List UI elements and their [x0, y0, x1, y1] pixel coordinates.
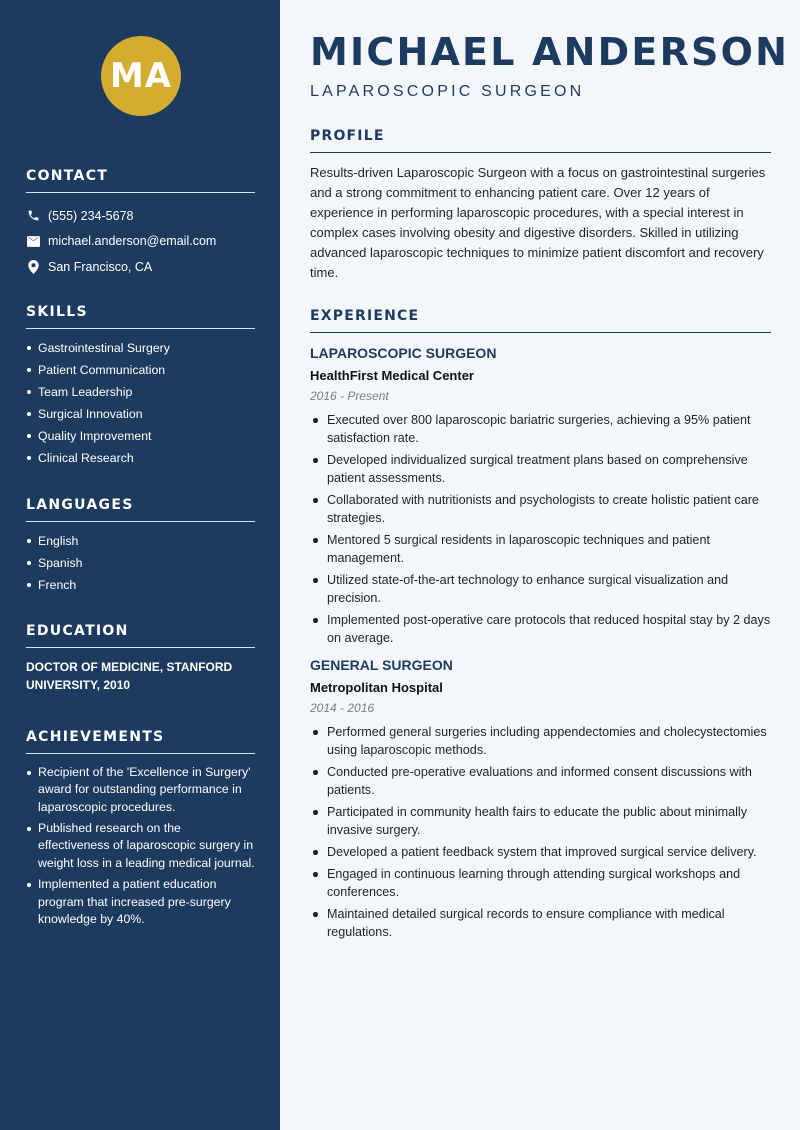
- achievements-heading: ACHIEVEMENTS: [26, 729, 255, 754]
- achievement-item: Published research on the effectiveness of laparoscopic surgery in weight loss in a leading medical journal.: [26, 820, 255, 872]
- phone-text: (555) 234-5678: [48, 208, 134, 223]
- language-item: English: [26, 530, 255, 552]
- achievements-list: [26, 764, 255, 928]
- job-bullet: Developed a patient feedback system that improved surgical service delivery.: [310, 843, 771, 861]
- education-section: [26, 623, 255, 694]
- job-title: LAPAROSCOPIC SURGEON: [310, 345, 497, 361]
- profile-section: [310, 128, 771, 283]
- job-dates: 2016 - Present: [310, 389, 389, 403]
- skill-item: Clinical Research: [26, 447, 255, 469]
- contact-heading: CONTACT: [26, 168, 255, 193]
- job-bullet: Implemented post-operative care protocols that reduced hospital stay by 2 days on average.: [310, 611, 771, 647]
- contact-phone[interactable]: [26, 203, 255, 229]
- experience-section: [310, 308, 771, 945]
- candidate-role: LAPAROSCOPIC SURGEON: [310, 83, 585, 100]
- job-bullet: Maintained detailed surgical records to ensure compliance with medical regulations.: [310, 905, 771, 941]
- skills-section: [26, 304, 255, 469]
- contact-location: [26, 254, 255, 280]
- achievements-section: [26, 729, 255, 933]
- contact-email[interactable]: [26, 229, 255, 255]
- job-bullets: [310, 723, 771, 941]
- location-text: San Francisco, CA: [48, 259, 153, 274]
- experience-heading: EXPERIENCE: [310, 308, 771, 333]
- skill-item: Surgical Innovation: [26, 403, 255, 425]
- contact-section: [26, 168, 255, 280]
- job-bullet: Developed individualized surgical treatment plans based on comprehensive patient assessments.: [310, 451, 771, 487]
- job-dates: 2014 - 2016: [310, 701, 375, 715]
- job-bullet: Performed general surgeries including appendectomies and cholecystectomies using laparoscopic methods.: [310, 723, 771, 759]
- skills-list: [26, 337, 255, 469]
- job-entry: [310, 345, 771, 647]
- job-entry: [310, 657, 771, 941]
- education-heading: EDUCATION: [26, 623, 255, 648]
- language-item: French: [26, 574, 255, 596]
- job-company: HealthFirst Medical Center: [310, 368, 474, 383]
- job-title: GENERAL SURGEON: [310, 657, 453, 673]
- languages-section: [26, 497, 255, 596]
- languages-list: [26, 530, 255, 596]
- skill-item: Patient Communication: [26, 359, 255, 381]
- avatar: MA: [101, 36, 181, 116]
- job-bullet: Executed over 800 laparoscopic bariatric surgeries, achieving a 95% patient satisfaction rate.: [310, 411, 771, 447]
- job-bullet: Utilized state-of-the-art technology to enhance surgical visualization and precision.: [310, 571, 771, 607]
- skills-heading: SKILLS: [26, 304, 255, 329]
- phone-icon: [26, 209, 40, 223]
- education-degree: [26, 658, 255, 694]
- job-bullets: [310, 411, 771, 647]
- email-text: michael.anderson@email.com: [48, 234, 217, 249]
- job-bullet: Mentored 5 surgical residents in laparoscopic techniques and patient management.: [310, 531, 771, 567]
- achievement-item: Implemented a patient education program that increased pre-surgery knowledge by 40%.: [26, 876, 255, 928]
- languages-heading: LANGUAGES: [26, 497, 255, 522]
- job-bullet: Engaged in continuous learning through attending surgical workshops and conferences.: [310, 865, 771, 901]
- education-line-1: DOCTOR OF MEDICINE, STANFORD: [26, 660, 233, 674]
- job-company: Metropolitan Hospital: [310, 680, 443, 695]
- sidebar: [0, 0, 280, 1130]
- skill-item: Gastrointestinal Surgery: [26, 337, 255, 359]
- achievement-item: Recipient of the 'Excellence in Surgery' award for outstanding performance in laparoscopic procedures.: [26, 764, 255, 816]
- job-bullet: Participated in community health fairs to educate the public about minimally invasive surgery.: [310, 803, 771, 839]
- location-pin-icon: [26, 260, 40, 274]
- education-line-2: UNIVERSITY, 2010: [26, 678, 131, 692]
- skill-item: Team Leadership: [26, 381, 255, 403]
- contact-list: [26, 203, 255, 280]
- profile-text: Results-driven Laparoscopic Surgeon with a focus on gastrointestinal surgeries and a strong commitment to enhancing patient care. Over 12 years of experience in performing laparoscopic procedures, with a special interest in complex cases involving obesity and digestive disorders. Skilled in utilizing advanced laparoscopic techniques to minimize patient discomfort and recovery time.: [310, 165, 766, 280]
- language-item: Spanish: [26, 552, 255, 574]
- skill-item: Quality Improvement: [26, 425, 255, 447]
- email-icon: [26, 234, 40, 248]
- job-bullet: Conducted pre-operative evaluations and informed consent discussions with patients.: [310, 763, 771, 799]
- job-bullet: Collaborated with nutritionists and psychologists to create holistic patient care strategies.: [310, 491, 771, 527]
- profile-heading: PROFILE: [310, 128, 771, 153]
- candidate-name: MICHAEL ANDERSON: [310, 30, 790, 74]
